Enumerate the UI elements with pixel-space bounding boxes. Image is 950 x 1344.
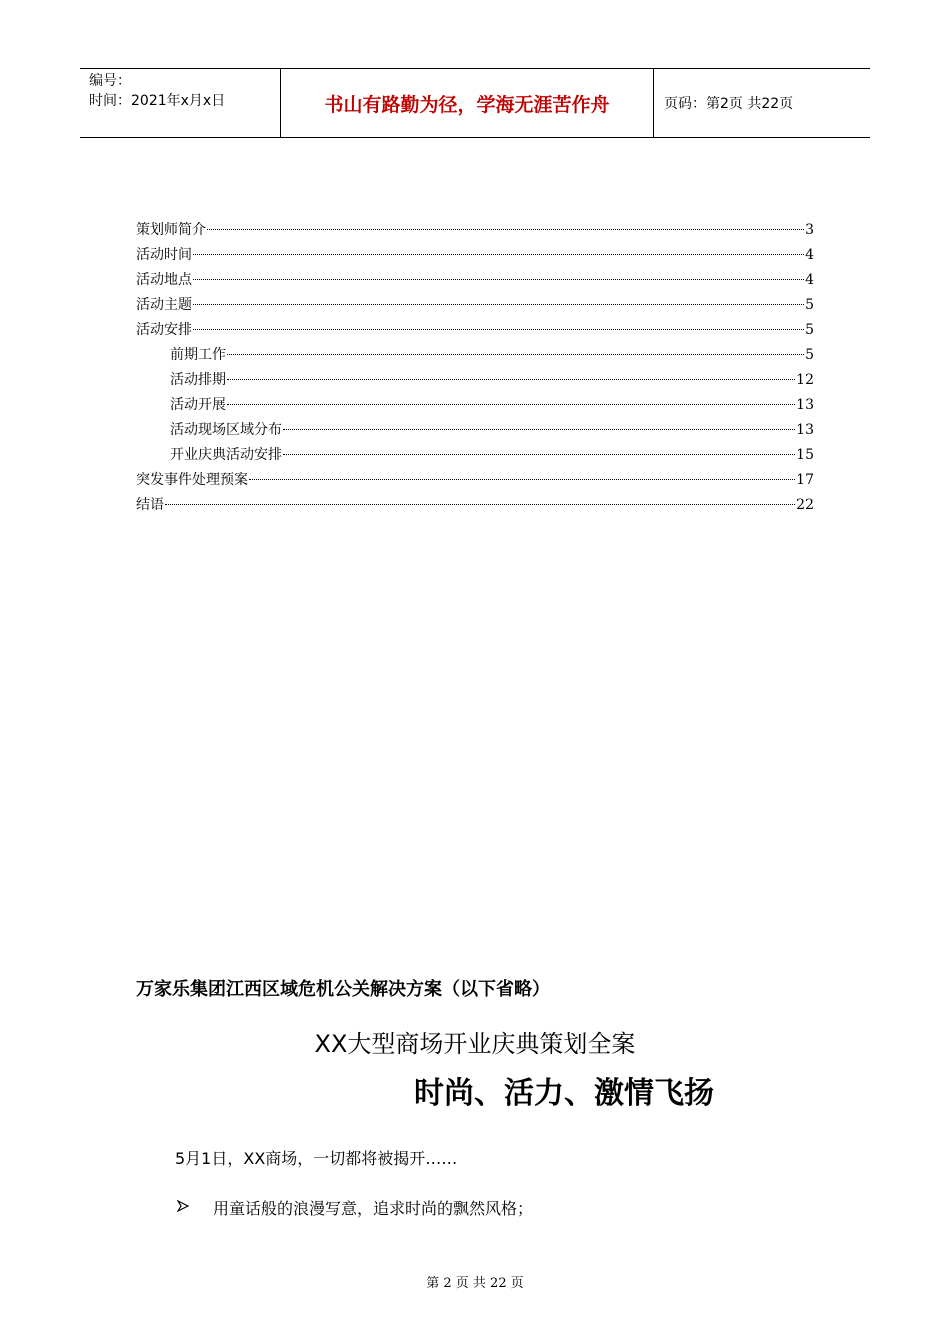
header-page-info: 页码：第2页 共22页 — [664, 96, 794, 112]
toc-entry-page: 5 — [805, 297, 814, 313]
toc-dot-leader — [227, 353, 804, 355]
page-footer: 第 2 页 共 22 页 — [426, 1276, 524, 1291]
toc-entry-label: 活动地点 — [136, 272, 192, 288]
toc-entry-page: 13 — [796, 422, 814, 438]
document-title: XX大型商场开业庆典策划全案 — [314, 1030, 636, 1058]
toc-entry-page: 15 — [796, 447, 814, 463]
toc-dot-leader — [193, 278, 804, 280]
toc-entry-label: 开业庆典活动安排 — [170, 447, 282, 463]
toc-entry-page: 4 — [805, 272, 814, 288]
bullet-item — [177, 1196, 533, 1219]
toc-entry-page: 5 — [805, 347, 814, 363]
toc-dot-leader — [207, 228, 804, 230]
document-header — [80, 68, 870, 138]
toc-dot-leader — [193, 303, 804, 305]
toc-subentry[interactable] — [136, 443, 814, 468]
toc-entry[interactable] — [136, 218, 814, 243]
header-meta-cell — [80, 69, 281, 137]
arrow-bullet-icon — [177, 1200, 193, 1216]
bullet-text: 用童话般的浪漫写意，追求时尚的飘然风格； — [213, 1199, 534, 1218]
toc-entry-label: 结语 — [136, 497, 164, 513]
toc-entry-label: 策划师简介 — [136, 222, 206, 238]
toc-subentry[interactable] — [136, 418, 814, 443]
toc-dot-leader — [283, 453, 795, 455]
toc-entry-page: 17 — [796, 472, 814, 488]
section-heading: 万家乐集团江西区域危机公关解决方案（以下省略） — [136, 979, 550, 1000]
toc-entry-page: 5 — [805, 322, 814, 338]
toc-entry[interactable] — [136, 493, 814, 518]
toc-dot-leader — [227, 378, 795, 380]
toc-entry-page: 3 — [805, 222, 814, 238]
toc-entry[interactable] — [136, 468, 814, 493]
toc-entry-page: 22 — [796, 497, 814, 513]
toc-entry-page: 13 — [796, 397, 814, 413]
toc-entry-label: 突发事件处理预案 — [136, 472, 248, 488]
intro-paragraph: 5月1日，XX商场，一切都将被揭开…… — [175, 1149, 458, 1168]
toc-entry[interactable] — [136, 268, 814, 293]
document-number-label: 编号： — [89, 73, 131, 89]
toc-entry-label: 活动排期 — [170, 372, 226, 388]
header-motto: 书山有路勤为径，学海无涯苦作舟 — [324, 93, 610, 116]
toc-entry-label: 活动开展 — [170, 397, 226, 413]
toc-entry-label: 前期工作 — [170, 347, 226, 363]
toc-dot-leader — [283, 428, 795, 430]
toc-entry[interactable] — [136, 293, 814, 318]
toc-entry-label: 活动主题 — [136, 297, 192, 313]
toc-dot-leader — [193, 328, 804, 330]
toc-dot-leader — [249, 478, 795, 480]
toc-subentry[interactable] — [136, 393, 814, 418]
toc-entry[interactable] — [136, 243, 814, 268]
toc-dot-leader — [227, 403, 795, 405]
toc-subentry[interactable] — [136, 343, 814, 368]
toc-dot-leader — [193, 253, 804, 255]
document-date-label: 时间：2021年x月x日 — [89, 93, 226, 109]
toc-subentry[interactable] — [136, 368, 814, 393]
toc-entry-page: 12 — [796, 372, 814, 388]
table-of-contents — [136, 218, 814, 518]
toc-entry-label: 活动时间 — [136, 247, 192, 263]
document-slogan: 时尚、活力、激情飞扬 — [414, 1076, 714, 1111]
toc-entry[interactable] — [136, 318, 814, 343]
toc-entry-label: 活动安排 — [136, 322, 192, 338]
toc-entry-page: 4 — [805, 247, 814, 263]
header-motto-cell — [281, 69, 654, 137]
toc-entry-label: 活动现场区域分布 — [170, 422, 282, 438]
header-page-cell — [654, 69, 870, 137]
toc-dot-leader — [165, 503, 795, 505]
